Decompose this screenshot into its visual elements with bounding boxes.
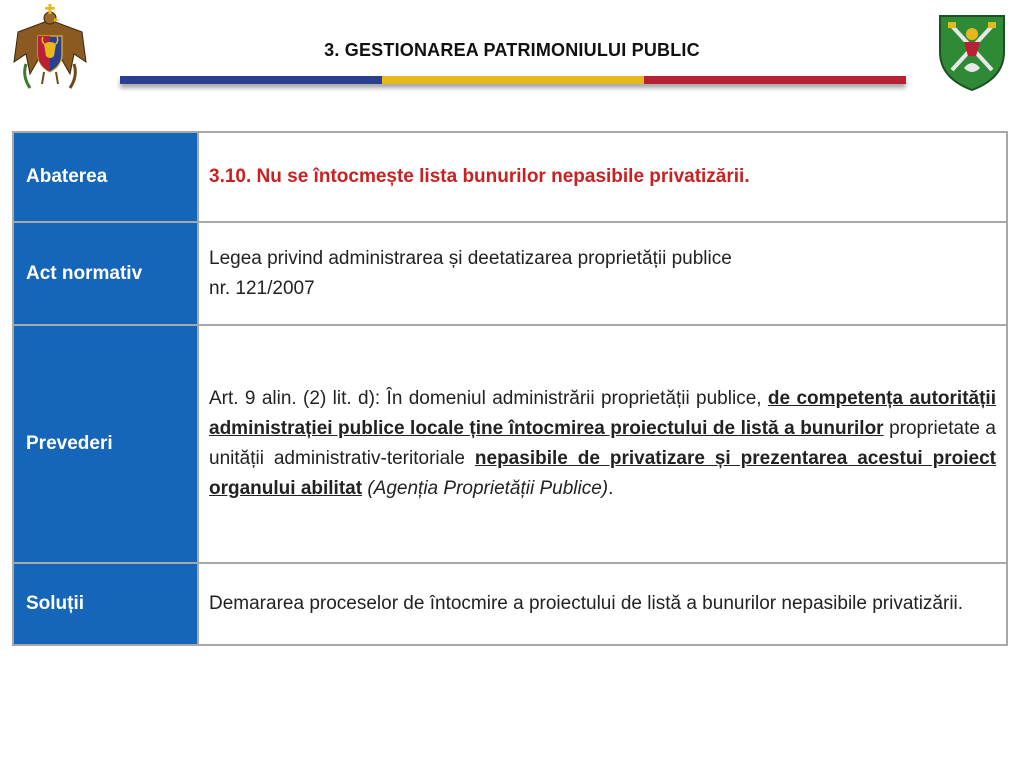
- table-row-act-normativ: [13, 222, 1007, 325]
- provision-text-1: Art. 9 alin. (2) lit. d): În domeniul administrării proprietății publice,: [209, 388, 768, 409]
- provision-italic: (Agenția Proprietății Publice): [367, 478, 609, 499]
- row-content: [198, 325, 1007, 563]
- stripe-yellow: [382, 76, 644, 84]
- page-title: 3. GESTIONAREA PATRIMONIULUI PUBLIC: [324, 40, 700, 60]
- table-row-solutii: [13, 563, 1007, 645]
- table-row-abaterea: [13, 132, 1007, 222]
- provision-underlined-1: de competența autorității administrației publice locale ține întocmirea proiectului de listă a bunurilor: [209, 388, 996, 439]
- row-content: [198, 132, 1007, 222]
- row-label: Abaterea: [13, 132, 198, 222]
- row-label: Prevederi: [13, 325, 198, 563]
- act-line-1: Legea privind administrarea și deetatizarea proprietății publice: [209, 247, 732, 269]
- provision-text-4: .: [608, 478, 614, 499]
- row-label: Act normativ: [13, 222, 198, 325]
- stripe-blue: [120, 76, 382, 84]
- table-row-prevederi: [13, 325, 1007, 563]
- row-content: [198, 222, 1007, 325]
- act-line-2: nr. 121/2007: [209, 277, 315, 299]
- provision-text-2: proprietate a unității administrativ-teritoriale: [209, 418, 996, 469]
- stripe-red: [644, 76, 906, 84]
- deviation-text: 3.10. Nu se întocmește lista bunurilor nepasibile privatizării.: [209, 166, 750, 187]
- solution-text: Demararea proceselor de întocmire a proiectului de listă a bunurilor nepasibile privatizării.: [209, 593, 964, 614]
- row-label: Soluții: [13, 563, 198, 645]
- flag-stripe: [120, 76, 906, 84]
- district-coat-of-arms-icon: [936, 12, 1008, 92]
- provision-underlined-2: nepasibile de privatizare și prezentarea acestui proiect organului abilitat: [209, 448, 996, 499]
- row-content: [198, 563, 1007, 645]
- info-table: [12, 131, 1008, 646]
